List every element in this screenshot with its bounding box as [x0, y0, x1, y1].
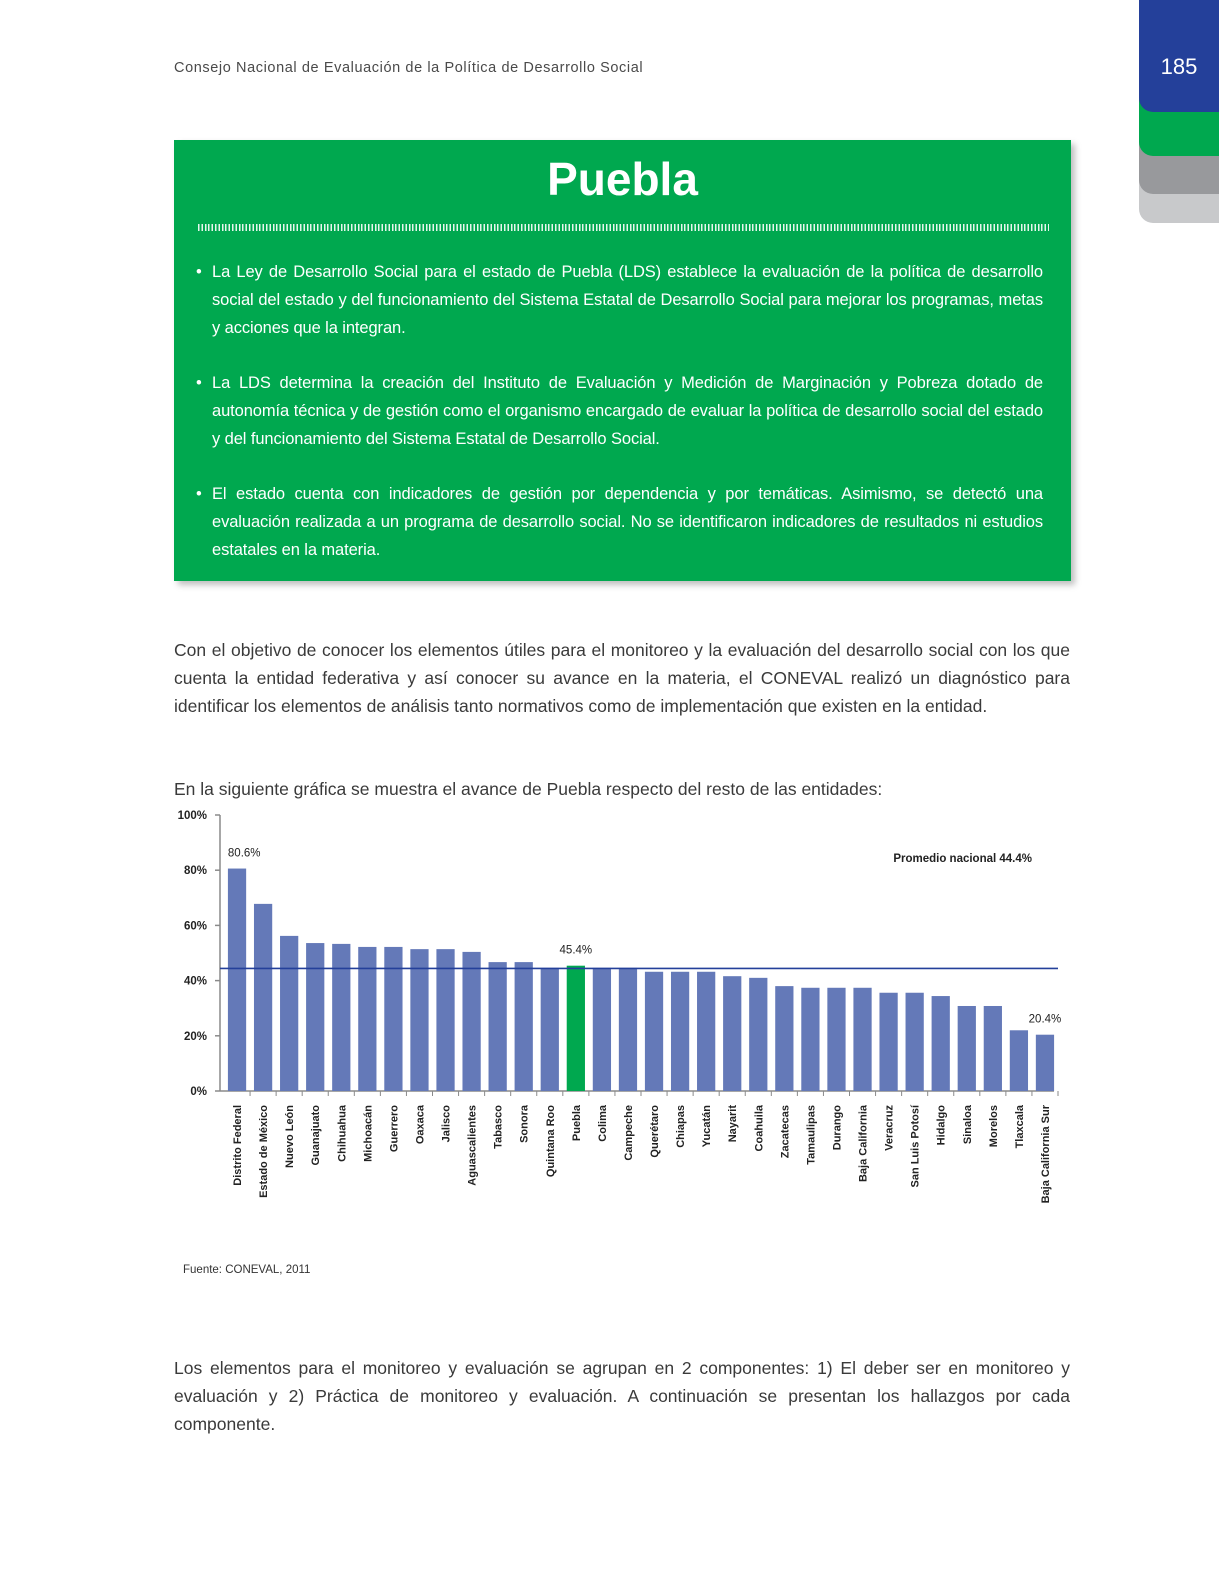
bullet-icon: • — [196, 485, 202, 503]
chart-svg — [170, 800, 1070, 1220]
x-tick-label: Nuevo León — [284, 1105, 297, 1168]
x-tick-label: Sonora — [518, 1105, 531, 1143]
bar-querétaro — [645, 972, 663, 1091]
bullet-text: La LDS determina la creación del Instituto de Evaluación y Medición de Marginación y Pobreza dotado de autonomía técnica y de gestión como el organismo encargado de evaluar la política de desarrollo social del estado y del funcionamiento del Sistema Estatal de Desarrollo Social. — [212, 374, 1043, 448]
y-tick-label: 20% — [183, 1030, 207, 1043]
bar-jalisco — [436, 949, 454, 1091]
x-tick-label: Puebla — [570, 1105, 583, 1142]
x-tick-label: Guanajuato — [310, 1105, 323, 1166]
x-tick-label: Tabasco — [492, 1105, 505, 1149]
bar-hidalgo — [932, 996, 950, 1091]
bar-sinaloa — [958, 1006, 976, 1091]
intro-paragraph: Con el objetivo de conocer los elementos útiles para el monitoreo y la evaluación del desarrollo social con los que cuenta la entidad federativa y así conocer su avance en la materia, el CONEVAL realizó un diagnóstico para identificar los elementos de análisis tanto normativos como de implementación que existen en la entidad. — [174, 639, 1070, 716]
bullet-text: El estado cuenta con indicadores de gestión por dependencia y por temáticas. Asimismo, se detectó una evaluación realizada a un programa de desarrollo social. No se identificaron indicadores de resultados ni estudios estatales en la materia. — [212, 485, 1043, 559]
bar-veracruz — [879, 993, 897, 1091]
bar-quintana-roo — [541, 968, 559, 1091]
bar-puebla — [567, 966, 585, 1091]
x-tick-label: Sinaloa — [961, 1105, 974, 1145]
bar-chihuahua — [332, 944, 350, 1091]
x-tick-label: Campeche — [622, 1105, 635, 1161]
x-tick-label: Morelos — [987, 1105, 1000, 1148]
bar-san-luis-potosí — [906, 993, 924, 1091]
bar-guanajuato — [306, 943, 324, 1091]
bullet-item — [196, 369, 1043, 453]
x-tick-label: Zacatecas — [779, 1105, 792, 1159]
bullet-icon: • — [196, 374, 202, 392]
bar-yucatán — [697, 972, 715, 1091]
x-tick-label: Quintana Roo — [544, 1105, 557, 1178]
bar-chiapas — [671, 972, 689, 1091]
x-tick-label: Chihuahua — [336, 1105, 349, 1162]
chart-source: Fuente: CONEVAL, 2011 — [183, 1264, 311, 1276]
x-tick-label: Colima — [596, 1105, 609, 1142]
bar-campeche — [619, 968, 637, 1091]
bar-nuevo-león — [280, 936, 298, 1091]
bar-zacatecas — [775, 986, 793, 1091]
bar-morelos — [984, 1006, 1002, 1091]
bar-durango — [827, 988, 845, 1091]
x-tick-label: Yucatán — [701, 1105, 714, 1148]
bullet-item — [196, 480, 1043, 564]
y-tick-label: 60% — [183, 920, 207, 933]
national-average-label: Promedio nacional 44.4% — [893, 853, 1032, 865]
bar-nayarit — [723, 976, 741, 1091]
chart-intro-paragraph: En la siguiente gráfica se muestra el avance de Puebla respecto del resto de las entidades: — [174, 778, 883, 799]
x-tick-label: Querétaro — [649, 1105, 662, 1158]
state-summary-box — [174, 140, 1071, 581]
x-tick-label: Tamaulipas — [805, 1105, 818, 1165]
decorative-rule — [198, 224, 1049, 231]
bar-sonora — [515, 962, 533, 1091]
bar-colima — [593, 968, 611, 1091]
bar-oaxaca — [410, 949, 428, 1091]
x-tick-label: Estado de México — [258, 1105, 271, 1198]
bar-baja-california-sur — [1036, 1035, 1054, 1091]
progress-bar-chart — [170, 800, 1070, 1220]
y-tick-label: 100% — [177, 810, 207, 822]
bar-tamaulipas — [801, 988, 819, 1091]
x-tick-label: Oaxaca — [414, 1105, 427, 1145]
x-tick-label: Tlaxcala — [1013, 1105, 1026, 1149]
bar-aguascalientes — [462, 952, 480, 1091]
summary-bullets — [196, 258, 1043, 591]
data-label: 80.6% — [227, 847, 261, 860]
bar-estado-de-méxico — [254, 904, 272, 1091]
x-tick-label: Baja California Sur — [1039, 1105, 1052, 1204]
x-tick-label: Baja California — [857, 1105, 870, 1183]
x-tick-label: Michoacán — [362, 1105, 375, 1162]
bar-coahuila — [749, 978, 767, 1091]
data-label: 45.4% — [559, 944, 593, 957]
x-tick-label: Guerrero — [388, 1105, 401, 1153]
x-tick-label: Hidalgo — [935, 1105, 948, 1146]
bar-tlaxcala — [1010, 1030, 1028, 1091]
data-label: 20.4% — [1028, 1013, 1062, 1026]
bar-baja-california — [853, 988, 871, 1091]
x-tick-label: Aguascalientes — [466, 1105, 479, 1186]
bar-tabasco — [489, 962, 507, 1091]
x-tick-label: Veracruz — [883, 1105, 896, 1151]
x-tick-label: Distrito Federal — [232, 1105, 245, 1186]
page-number: 185 — [1160, 54, 1198, 79]
bullet-item — [196, 258, 1043, 342]
bullet-icon: • — [196, 263, 202, 281]
y-tick-label: 0% — [190, 1086, 207, 1098]
y-tick-label: 40% — [183, 975, 207, 988]
x-tick-label: Nayarit — [727, 1105, 740, 1143]
x-tick-label: San Luis Potosí — [909, 1105, 922, 1188]
x-tick-label: Jalisco — [440, 1105, 453, 1143]
y-tick-label: 80% — [183, 865, 207, 878]
x-tick-label: Chiapas — [675, 1105, 688, 1148]
bar-distrito-federal — [228, 869, 246, 1091]
components-paragraph: Los elementos para el monitoreo y evaluación se agrupan en 2 componentes: 1) El deber ser en monitoreo y evaluación y 2) Práctica de monitoreo y evaluación. A continuación se presentan los hallazgos por cada componente. — [174, 1357, 1070, 1434]
x-tick-label: Durango — [831, 1105, 844, 1151]
x-tick-label: Coahuila — [753, 1105, 766, 1152]
running-header-title: Consejo Nacional de Evaluación de la Política de Desarrollo Social — [174, 60, 644, 76]
bullet-text: La Ley de Desarrollo Social para el estado de Puebla (LDS) establece la evaluación de la política de desarrollo social del estado y del funcionamiento del Sistema Estatal de Desarrollo Social para mejorar los programas, metas y acciones que la integran. — [212, 263, 1043, 337]
box-title: Puebla — [547, 153, 698, 205]
